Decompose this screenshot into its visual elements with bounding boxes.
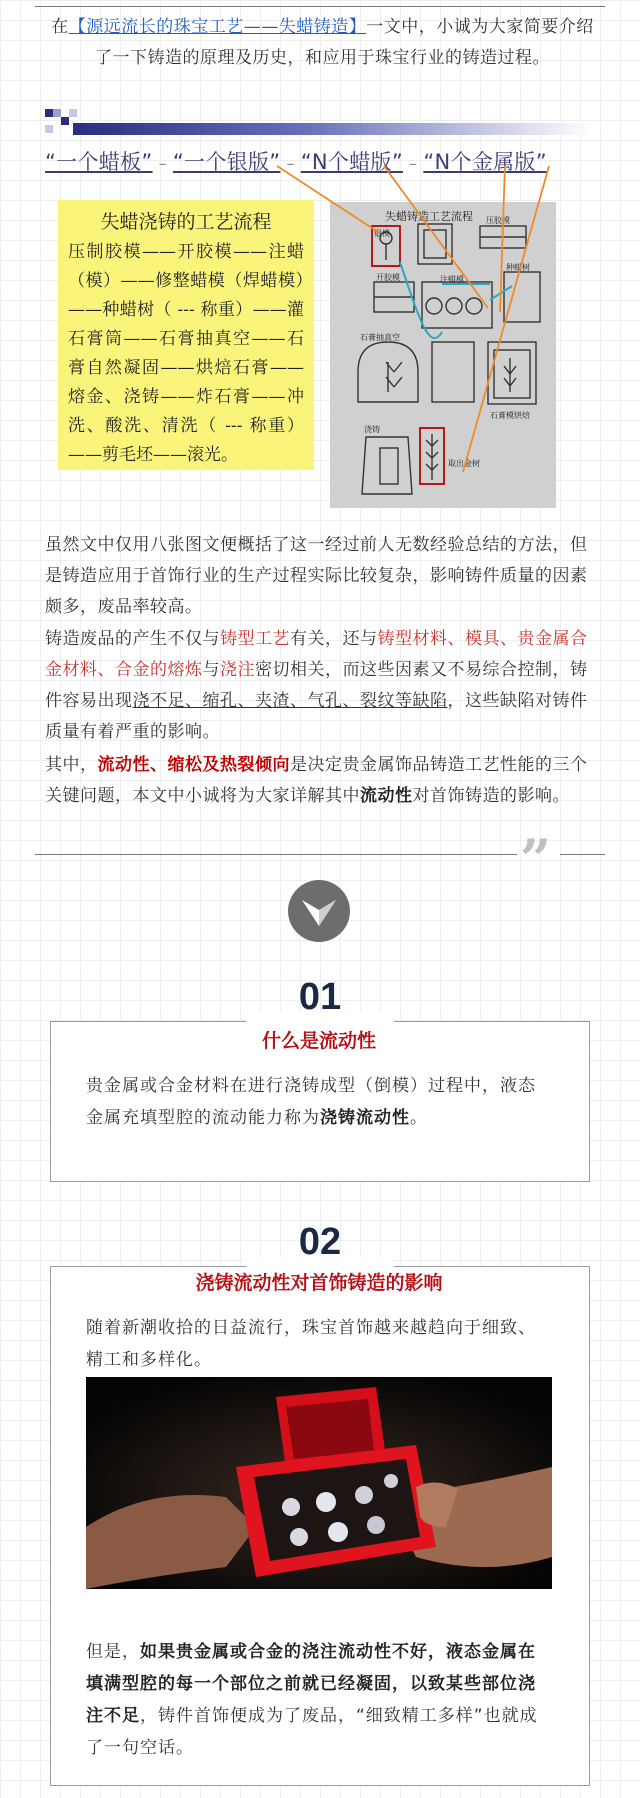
section-1-number: 01 [298,976,342,1018]
diagram-label-vacuum: 石膏抽真空 [360,333,400,342]
quote-divider-right [560,854,605,855]
quote-mark-icon: ” [520,827,552,891]
process-card-title: 失蜡浇铸的工艺流程 [100,211,272,233]
process-flow-bar: “一个蜡板” – “一个银版” – “N个蜡版” – “N个金属版” [45,150,547,174]
decorative-gradient-bar [45,109,605,137]
paragraph-3: 其中，流动性、缩松及热裂倾向是决定贵金属饰品铸造工艺性能的三个关键问题，本文中小诚将为大家详解其中流动性对首饰铸造的影响。 [45,755,588,806]
diagram-label-cast: 浇铸 [364,425,380,434]
process-card-body: 压制胶模——开胶模——注蜡（模）——修整蜡模（焊蜡模）——种蜡树（ --- 称重）——灌石膏筒——石膏抽真空——石膏自然凝固——烘焙石膏——熔金、浇铸——炸石膏——冲洗、酸洗、清洗（ --- 称重）——剪毛坯——滚光。 [68,242,304,465]
flow-step-4: “N个金属版” [423,150,547,174]
diagram-label-out: 取出金树 [448,459,480,468]
process-card [58,200,314,470]
diagram-label-tree: 种蜡树 [506,263,530,272]
diagram-figure [330,202,556,508]
paragraph-1: 虽然文中仅用八张图文便概括了这一经过前人无数经验总结的方法，但是铸造应用于首饰行业的生产过程实际比较复杂，影响铸件质量的因素颇多，废品率较高。 [45,535,588,617]
flow-step-3: “N个蜡版” [300,150,404,174]
section-1-text: 贵金属或合金材料在进行浇铸成型（倒模）过程中，液态金属充填型腔的流动能力称为浇铸流动性。 [86,1076,536,1128]
ring-box-photo [86,1377,552,1589]
quote-divider-left [35,854,517,855]
top-divider [35,6,605,7]
diagram-label-silver: 银模 [374,229,390,238]
diagram-label-roast: 石膏模烘焙 [490,411,530,420]
diagram-label-inject: 注蜡模 [440,275,464,284]
diagram-label-press: 压胶模 [486,216,510,225]
casting-diagram [330,202,556,508]
chevron-down-icon [288,880,350,942]
diagram-label-open: 开胶模 [376,273,400,282]
flow-step-2: “一个银版” [172,150,281,174]
section-2-number: 02 [298,1221,342,1263]
paragraph-2: 铸造废品的产生不仅与铸型工艺有关，还与铸型材料、模具、贵金属合金材料、合金的熔炼与浇注密切相关，而这些因素又不易综合控制，铸件容易出现浇不足、缩孔、夹渣、气孔、裂纹等缺陷，这些缺陷对铸件质量有着严重的影响。 [45,629,588,742]
article-link[interactable]: 【源远流长的珠宝工艺——失蜡铸造】 [68,17,367,37]
intro-paragraph: 在【源远流长的珠宝工艺——失蜡铸造】一文中，小诚为大家简要介绍了一下铸造的原理及历史，和应用于珠宝行业的铸造过程。 [51,17,594,68]
section-2-title: 浇铸流动性对首饰铸造的影响 [195,1272,443,1294]
section-2-text-2: 但是，如果贵金属或合金的浇注流动性不好，液态金属在填满型腔的每一个部位之前就已经凝固，以致某些部位浇注不足，铸件首饰便成为了废品，“细致精工多样”也就成了一句空话。 [86,1642,538,1758]
section-1-title: 什么是流动性 [261,1030,376,1052]
section-2-text-1: 随着新潮收拾的日益流行，珠宝首饰越来越趋向于细致、精工和多样化。 [86,1318,536,1370]
diagram-title: 失蜡铸造工艺流程 [385,210,473,223]
flow-step-1: “一个蜡板” [45,150,153,174]
